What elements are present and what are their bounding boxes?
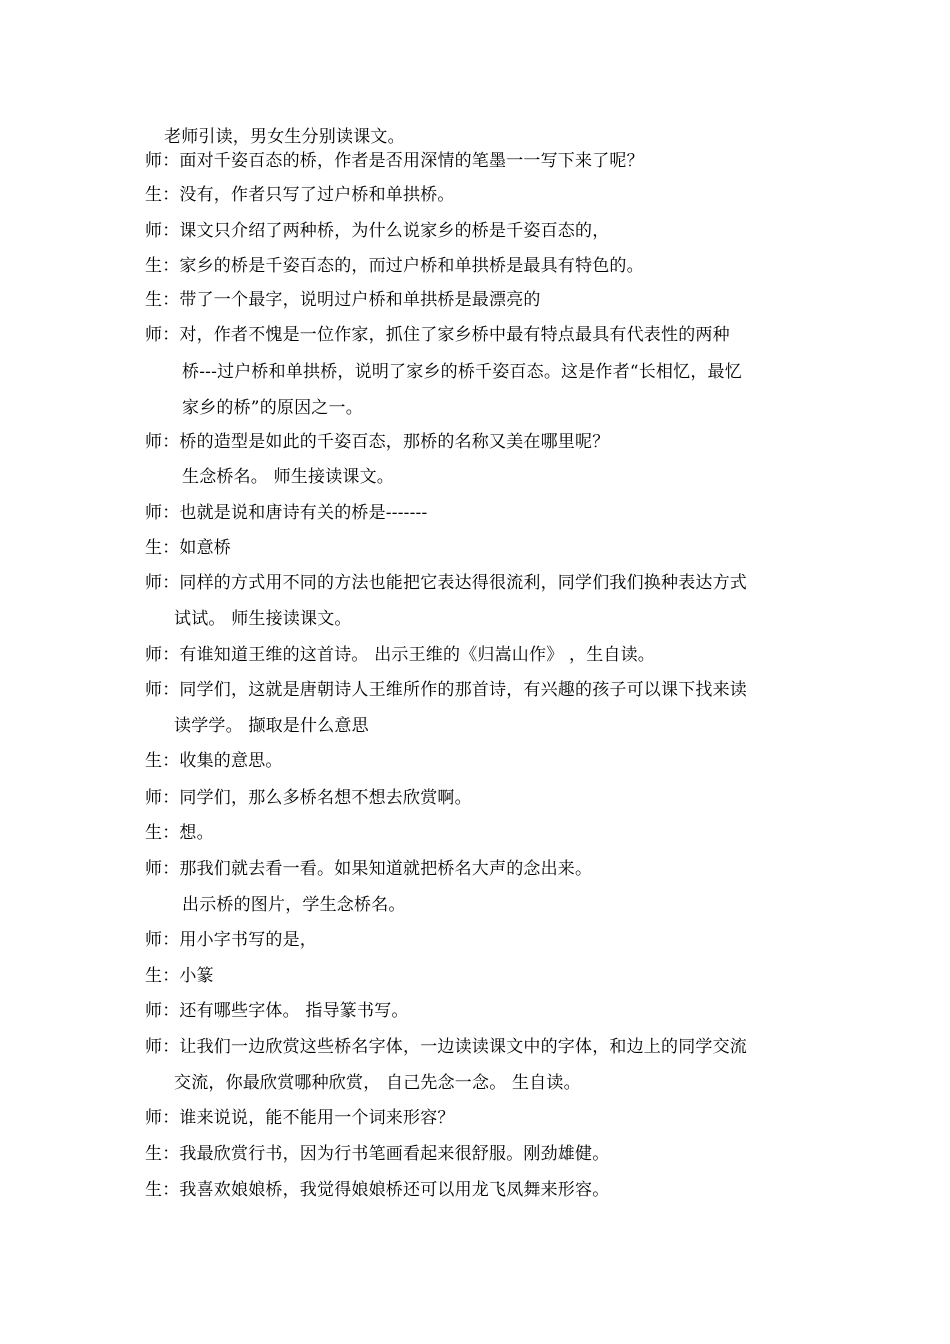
text-line: 出示桥的图片，学生念桥名。 (182, 895, 406, 915)
text-line: 生：如意桥 (145, 538, 231, 558)
text-line: 生：想。 (145, 823, 214, 843)
text-line: 师：桥的造型是如此的千姿百态，那桥的名称又美在哪里呢？ (145, 432, 610, 452)
text-line: 师：面对千姿百态的桥，作者是否用深情的笔墨一一写下来了呢？ (145, 151, 644, 171)
text-line: 生：收集的意思。 (145, 751, 283, 771)
text-line: 生：家乡的桥是千姿百态的，而过户桥和单拱桥是最具有特色的。 (145, 256, 644, 276)
text-line: 桥---过户桥和单拱桥，说明了家乡的桥千姿百态。这是作者“长相忆，最忆 (182, 362, 742, 382)
text-line: 师：还有哪些字体。 指导篆书写。 (145, 1001, 409, 1021)
text-line: 生：我喜欢娘娘桥，我觉得娘娘桥还可以用龙飞凤舞来形容。 (145, 1180, 610, 1200)
text-line: 读学学。 撷取是什么意思 (174, 716, 369, 736)
text-line: 师：课文只介绍了两种桥，为什么说家乡的桥是千姿百态的， (145, 221, 610, 241)
text-line: 生：没有，作者只写了过户桥和单拱桥。 (145, 185, 455, 205)
text-line: 师：同学们，这就是唐朝诗人王维所作的那首诗，有兴趣的孩子可以课下找来读 (145, 680, 747, 700)
text-line: 生：小篆 (145, 966, 214, 986)
text-line: 交流，你最欣赏哪种欣赏， 自己先念一念。 生自读。 (174, 1073, 581, 1093)
text-line: 老师引读，男女生分别读课文。 (164, 127, 405, 147)
text-line: 师：有谁知道王维的这首诗。 出示王维的《归嵩山作》 ，生自读。 (145, 645, 656, 665)
text-line: 师：让我们一边欣赏这些桥名字体，一边读读课文中的字体，和边上的同学交流 (145, 1037, 747, 1057)
text-line: 师：谁来说说，能不能用一个词来形容？ (145, 1108, 455, 1128)
text-line: 师：同样的方式用不同的方法也能把它表达得很流利，同学们我们换种表达方式 (145, 573, 747, 593)
text-line: 师：用小字书写的是， (145, 930, 317, 950)
text-line: 生念桥名。 师生接读课文。 (182, 467, 395, 487)
text-line: 师：同学们，那么多桥名想不想去欣赏啊。 (145, 788, 472, 808)
text-line: 生：带了一个最字，说明过户桥和单拱桥是最漂亮的 (145, 290, 541, 310)
text-line: 师：对，作者不愧是一位作家，抓住了家乡桥中最有特点最具有代表性的两种 (145, 325, 730, 345)
text-line: 家乡的桥”的原因之一。 (182, 398, 363, 418)
text-line: 试试。 师生接读课文。 (174, 609, 352, 629)
text-line: 生：我最欣赏行书，因为行书笔画看起来很舒服。刚劲雄健。 (145, 1144, 610, 1164)
text-line: 师：那我们就去看一看。如果知道就把桥名大声的念出来。 (145, 859, 593, 879)
text-line: 师：也就是说和唐诗有关的桥是------- (145, 503, 428, 523)
